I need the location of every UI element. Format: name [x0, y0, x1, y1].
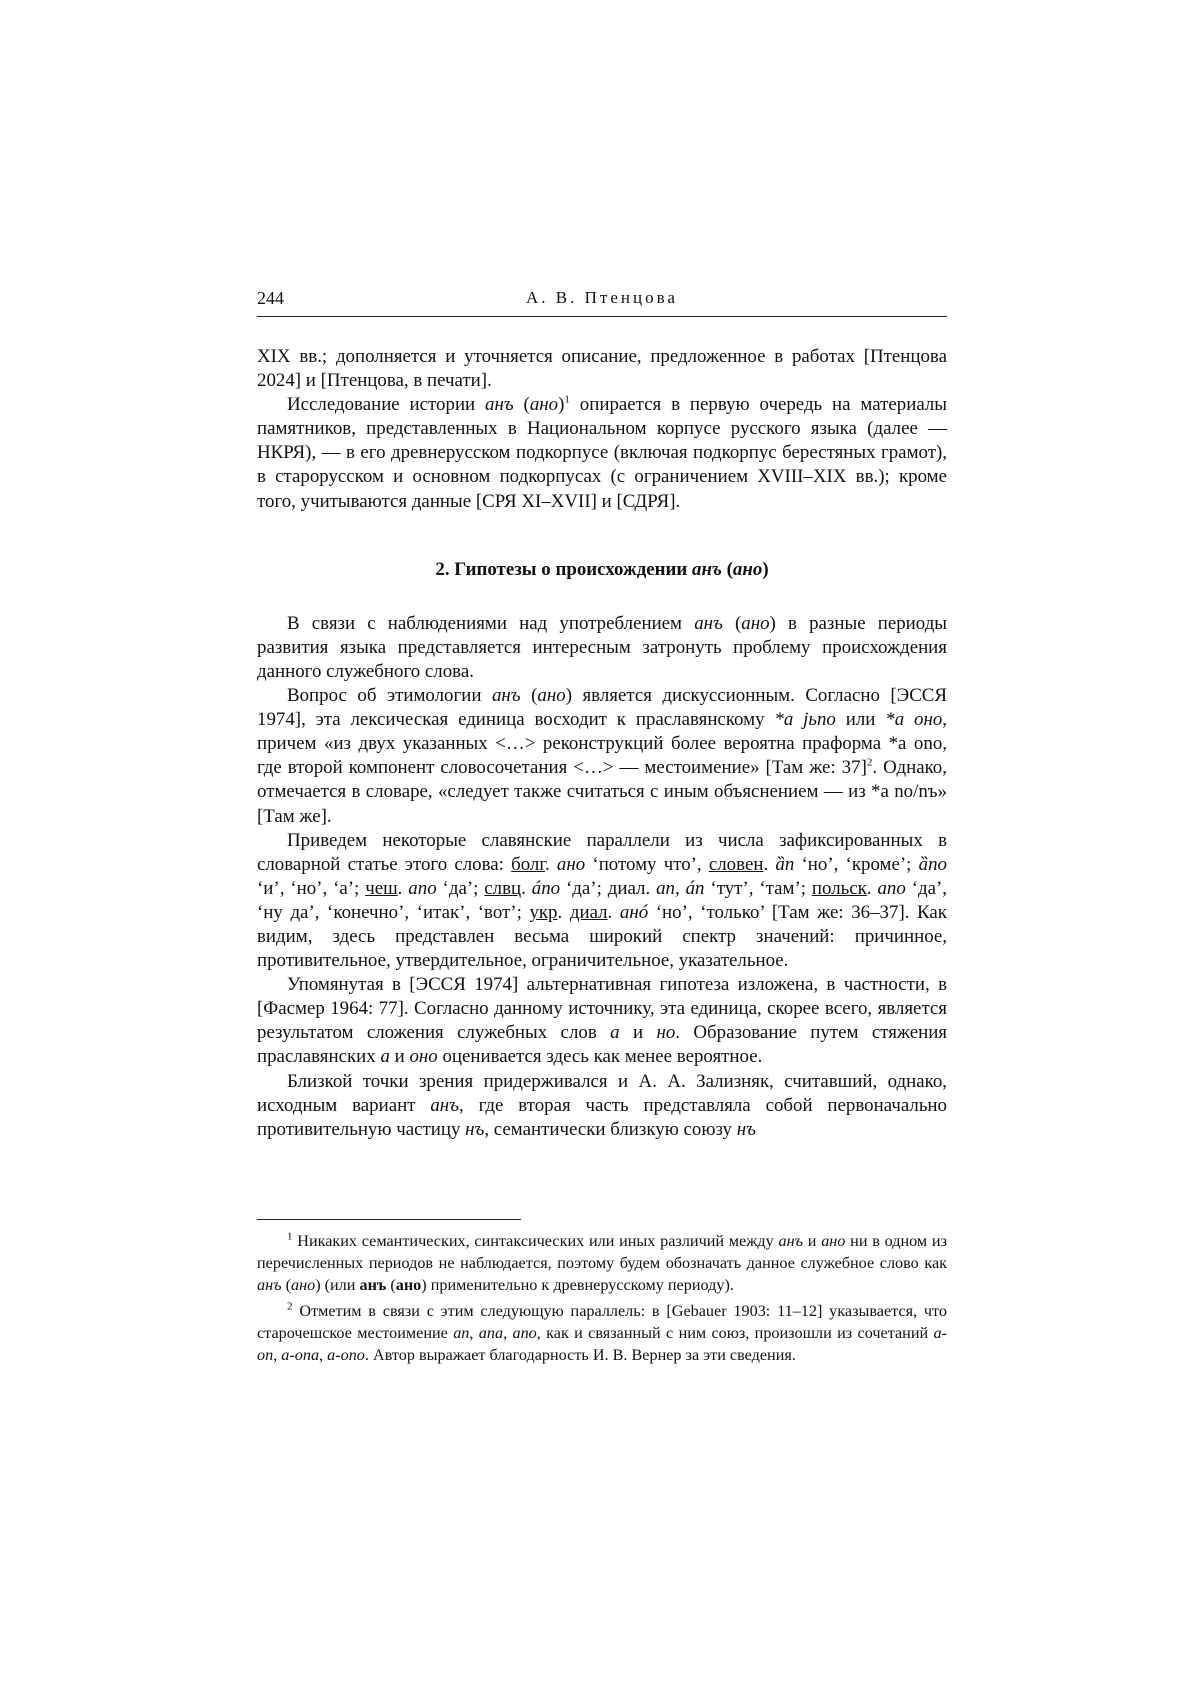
paragraph-zaliznyak: Близкой точки зрения придерживался и А. А. Зализняк, считавший, однако, исходным вариант анъ, где вторая часть представляла собой первоначально противительную частицу нъ, семантически близкую союзу нъ [257, 1070, 947, 1140]
footnote-divider [257, 1219, 521, 1220]
footnote-ref-2: 2 [866, 757, 873, 770]
paragraph-etymology: Вопрос об этимологии анъ (ано) является дискуссионным. Согласно [ЭССЯ 1974], эта лексическая единица восходит к праславянскому *a jьno или *a оно, причем «из двух указанных <…> реконструкций более вероятна праформа *a ono, где второй компонент словосочетания <…> — местоимение» [Там же: 37]$^2$. Однако, отмечается в словаре, «следует также считаться с иным объяснением — из *a no/nъ» [Там же]. [257, 685, 947, 827]
intro-paragraph-2: Исследование истории анъ (ано)$^1$ опирается в первую очередь на материалы памятников, представленных в Национальном корпусе русского языка (далее — НКРЯ), — в его древнерусском подкорпусе (включая подкорпус берестяных грамот), в старорусском и основном подкорпусах (с ограничением XVIII–XIX вв.); кроме того, учитываются данные [СРЯ XI–XVII] и [СДРЯ]. [257, 393, 947, 512]
footnote-1: $^1$ Никаких семантических, синтаксических или иных различий между анъ и ано ни в одном из перечисленных периодов не наблюдается, поэтому будем обозначать данное служебное слово как анъ (ано) (или анъ (ано) применительно к древнерусскому периоду). [257, 1230, 947, 1294]
paragraph-alternative-hypothesis: Упомянутая в [ЭССЯ 1974] альтернативная гипотеза изложена, в частности, в [Фасмер 1964: 77]. Согласно данному источнику, эта единица, скорее всего, является результатом сложения служебных слов а и но. Образование путем стяжения праславянских а и оно оценивается здесь как менее вероятное. [257, 974, 947, 1068]
footnote-2: $^2$ Отметим в связи с этим следующую параллель: в [Gebauer 1903: 11–12] указывается, что старочешское местоимение an, ana, ano, как и связанный с ним союз, произошли из сочетаний a-on, a-ona, a-ono. Автор выражает благодарность И. В. Вернер за эти сведения. [257, 1300, 948, 1364]
running-title-author: А. В. Птенцова [526, 288, 678, 307]
page-number: 244 [257, 288, 284, 308]
paragraph-context: В связи с наблюдениями над употреблением анъ (ано) в разные периоды развития языка представляется интересным затронуть проблему происхождения данного служебного слова. [257, 612, 947, 682]
paragraph-slavic-parallels: Приведем некоторые славянские параллели из числа зафиксированных в словарной статье этого слова: болг. ано ‘потому что’, словен. ȁn ‘но’, ‘кроме’; ȁno ‘и’, ‘но’, ‘а’; чеш. ano ‘да’; слвц. áno ‘да’; диал. an, án ‘тут’, ‘там’; польск. ano ‘да’, ‘ну да’, ‘конечно’, ‘итак’, ‘вот’; укр. диал. анó ‘но’, ‘только’ [Там же: 36–37]. Как видим, здесь представлен весьма широкий спектр значений: причинное, противительное, утвердительное, ограничительное, указательное. [257, 829, 948, 972]
footnote-ref-1: 1 [564, 393, 570, 406]
intro-paragraph-1: XIX вв.; дополняется и уточняется описание, предложенное в работах [Птенцова 2024] и [Птенцова, в печати]. [257, 346, 947, 392]
section-heading: 2. Гипотезы о происхождении анъ (ано) [435, 558, 769, 580]
running-header [257, 288, 947, 317]
footnotes [257, 1230, 947, 1370]
main-text [257, 345, 947, 1142]
